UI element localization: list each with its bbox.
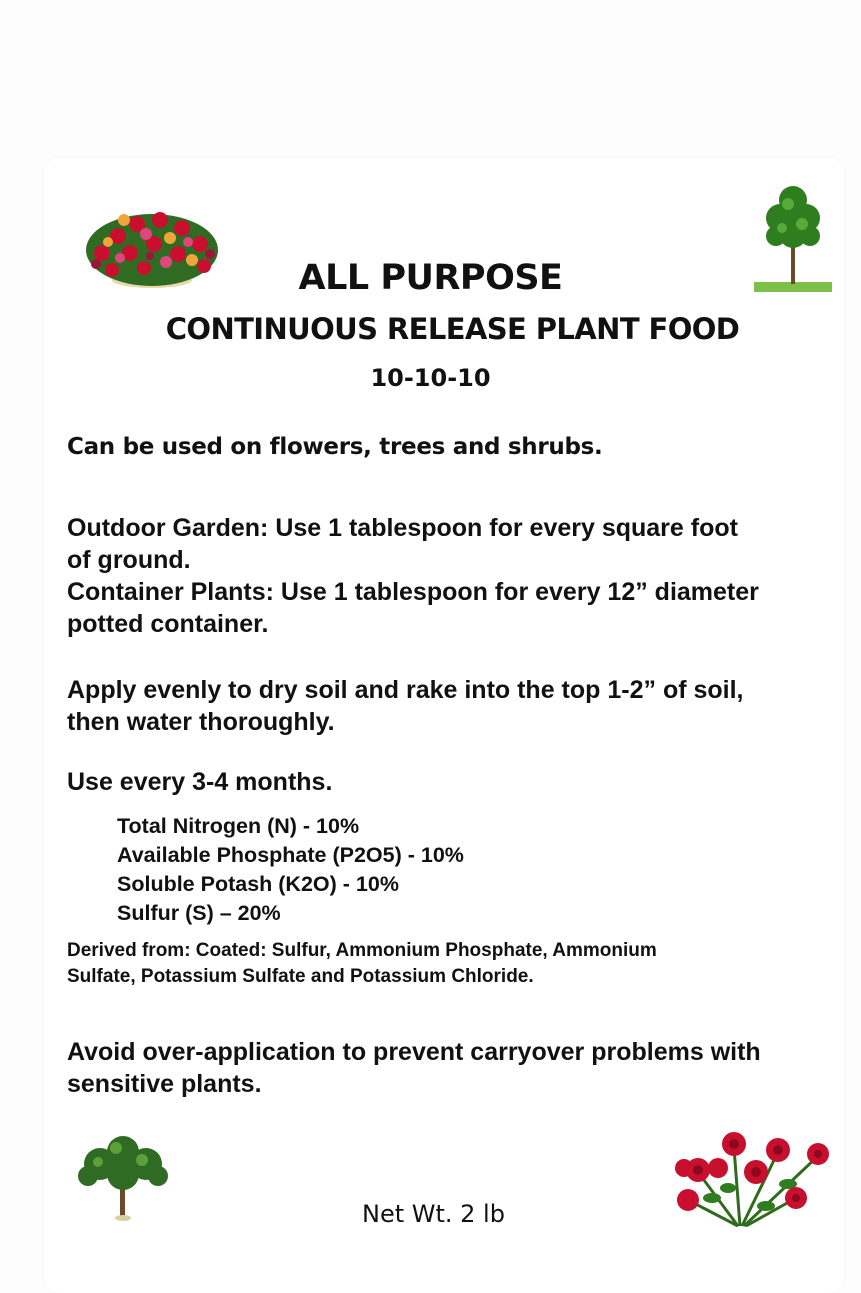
analysis-item: Sulfur (S) – 20% bbox=[117, 901, 281, 925]
derived-line-1: Derived from: Coated: Sulfur, Ammonium Phosphate, Ammonium bbox=[67, 940, 657, 961]
product-title: ALL PURPOSE bbox=[298, 258, 563, 298]
warning-line-1: Avoid over-application to prevent carryover problems with bbox=[67, 1038, 761, 1066]
apply-line-1: Apply evenly to dry soil and rake into the top 1-2” of soil, bbox=[67, 676, 744, 704]
application-method bbox=[67, 674, 847, 738]
warning-line-2: sensitive plants. bbox=[67, 1070, 262, 1098]
npk-ratio: 10-10-10 bbox=[370, 364, 491, 392]
derived-from bbox=[67, 938, 827, 990]
derived-line-2: Sulfate, Potassium Sulfate and Potassium Chloride. bbox=[67, 966, 534, 987]
application-rates bbox=[67, 512, 847, 640]
outdoor-rate-line-1: Outdoor Garden: Use 1 tablespoon for every square foot bbox=[67, 514, 738, 542]
shrub-icon bbox=[76, 1132, 170, 1224]
apply-line-2: then water thoroughly. bbox=[67, 708, 335, 736]
warning bbox=[67, 1036, 847, 1100]
roses-icon bbox=[668, 1128, 832, 1228]
outdoor-rate-line-2: of ground. bbox=[67, 546, 191, 574]
analysis-item: Soluble Potash (K2O) - 10% bbox=[117, 872, 399, 896]
analysis-item: Total Nitrogen (N) - 10% bbox=[117, 814, 360, 838]
container-rate-line-2: potted container. bbox=[67, 610, 269, 638]
analysis-item: Available Phosphate (P2O5) - 10% bbox=[117, 843, 464, 867]
container-rate-line-1: Container Plants: Use 1 tablespoon for every 12” diameter bbox=[67, 578, 759, 606]
product-subtitle: CONTINUOUS RELEASE PLANT FOOD bbox=[165, 312, 740, 346]
usage-statement: Can be used on flowers, trees and shrubs. bbox=[67, 434, 603, 460]
guaranteed-analysis bbox=[117, 812, 464, 928]
frequency: Use every 3-4 months. bbox=[67, 768, 333, 796]
net-weight: Net Wt. 2 lb bbox=[362, 1200, 505, 1228]
